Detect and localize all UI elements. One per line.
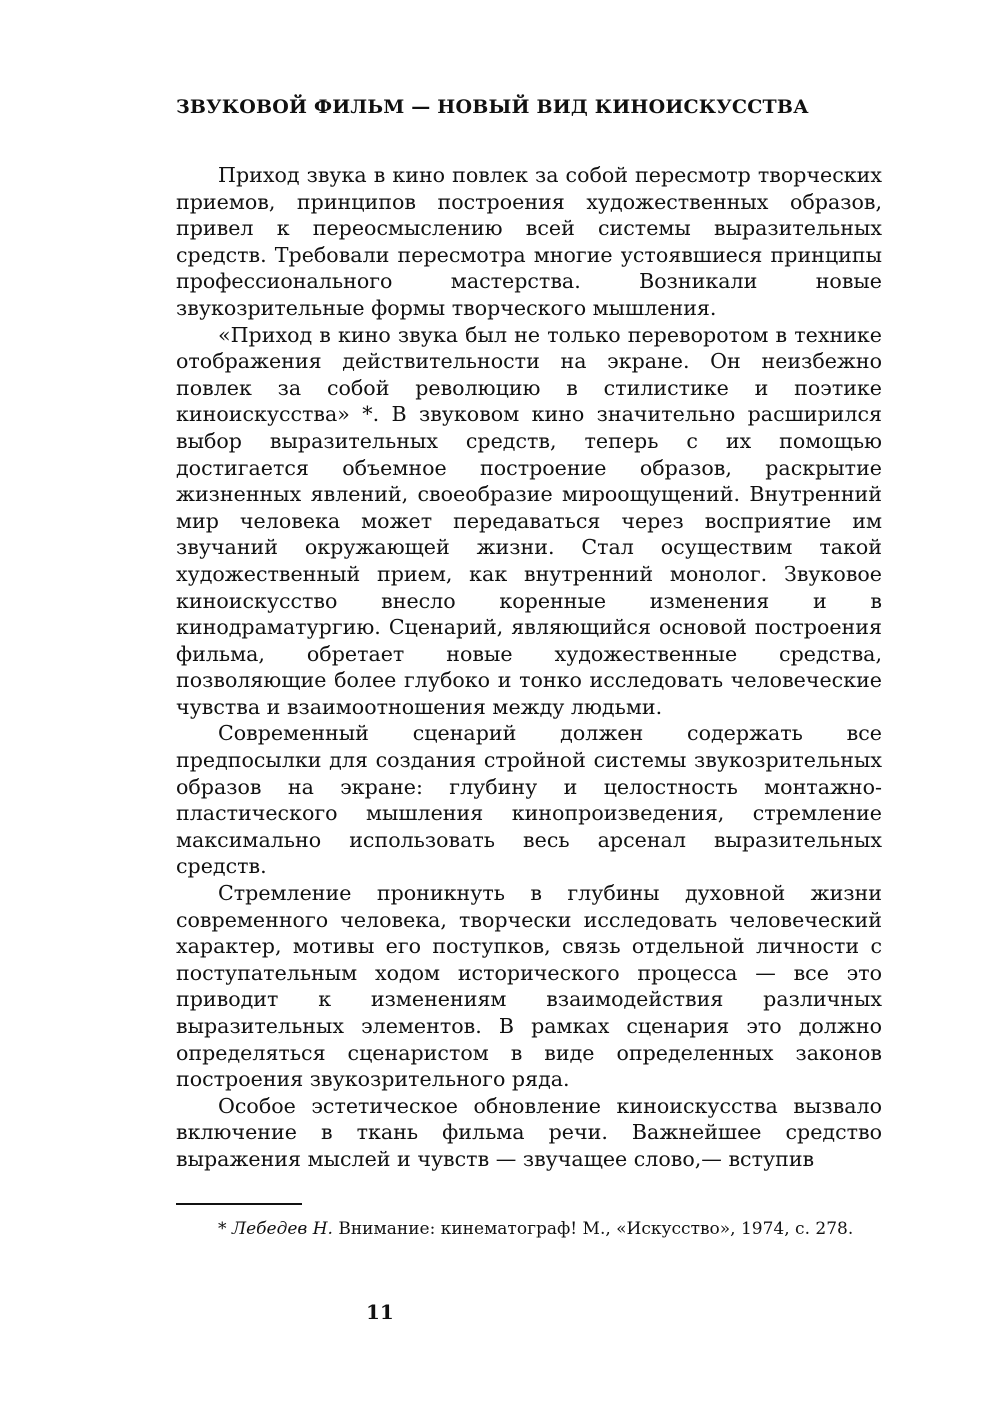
footnote-text: Внимание: кинематограф! М., «Искусство», 1974, с. 278. <box>332 1218 854 1239</box>
footnote <box>176 1217 882 1241</box>
paragraph-4: Стремление проникнуть в глубины духовной жизни современного человека, творчески исследовать человеческий характер, мотивы его поступков, связь отдельной личности с поступательным ходом исторического процесса — все это приводит к изменениям взаимодействия различных выразительных элементов. В рамках сценария это должно определяться сценаристом в виде определенных законов построения звукозрительного ряда. <box>176 881 882 1092</box>
footnote-marker: * <box>218 1218 232 1239</box>
paragraph-5: Особое эстетическое обновление киноискусства вызвало включение в ткань фильма речи. Важнейшее средство выражения мыслей и чувств — звучащее слово,— вступив <box>176 1093 882 1171</box>
page-number: 11 <box>366 1300 394 1324</box>
footnote-divider <box>176 1203 302 1205</box>
paragraph-2: «Приход в кино звука был не только переворотом в технике отображения действительности на экране. Он неизбежно повлек за собой революцию в стилистике и поэтике киноискусства» *. В звуковом кино значительно расширился выбор выразительных средств, теперь с их помощью достигается объемное построение образов, раскрытие жизненных явлений, своеобразие мироощущений. Внутренний мир человека может передаваться через восприятие им звучаний окружающей жизни. Стал осуществим такой художественный прием, как внутренний монолог. Звуковое киноискусство внесло коренные изменения и в кинодраматургию. Сценарий, являющийся основой построения фильма, обретает новые художественные средства, позволяющие более глубоко и тонко исследовать человеческие чувства и взаимоотношения между людьми. <box>176 322 882 719</box>
paragraph-3: Современный сценарий должен содержать все предпосылки для создания стройной системы звукозрительных образов на экране: глубину и целостность монтажно-пластического мышления кинопроизведения, стремление максимально использовать весь арсенал выразительных средств. <box>176 721 882 879</box>
body-text <box>176 162 882 1173</box>
chapter-title: ЗВУКОВОЙ ФИЛЬМ — НОВЫЙ ВИД КИНОИСКУССТВА <box>176 96 809 118</box>
page-content <box>176 96 882 1241</box>
paragraph-1: Приход звука в кино повлек за собой пересмотр творческих приемов, принципов построения художественных образов, привел к переосмыслению всей системы выразительных средств. Требовали пересмотра многие устоявшиеся принципы профессионального мастерства. Возникали новые звукозрительные формы творческого мышления. <box>176 163 882 320</box>
footnote-author: Лебедев Н. <box>231 1218 333 1239</box>
